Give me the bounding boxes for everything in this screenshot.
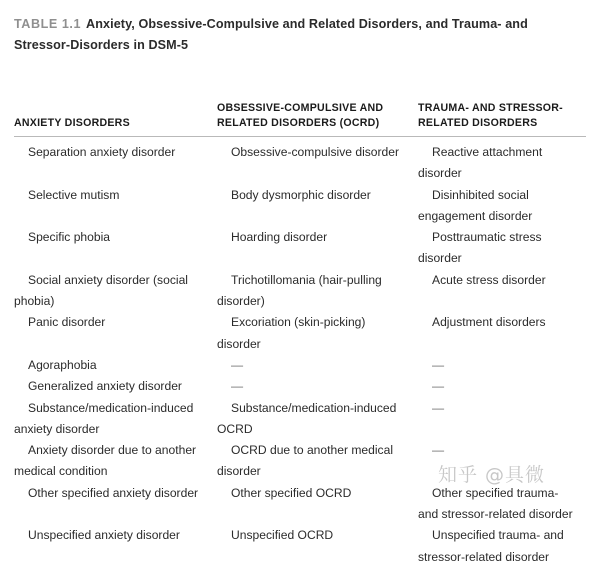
cell-text: Separation anxiety disorder xyxy=(28,145,176,159)
cell-text: Obsessive-compulsive disorder xyxy=(231,145,400,159)
cell-trauma xyxy=(418,185,586,228)
table-caption-text: Anxiety, Obsessive-Compulsive and Related Disorders, and Trauma- and Stressor-Disorders in DSM-5 xyxy=(14,17,528,52)
table-number-label: TABLE 1.1 xyxy=(14,17,81,31)
cell-text: Unspecified trauma- and stressor-related disorder xyxy=(418,528,564,564)
table-header-row xyxy=(14,74,586,137)
table-row xyxy=(14,312,586,355)
cell-ocrd xyxy=(217,376,418,397)
cell-text: Hoarding disorder xyxy=(231,230,328,245)
cell-text: Disinhibited social engagement disorder xyxy=(418,187,533,223)
cell-text: OCRD due to another medical disorder xyxy=(217,443,394,479)
cell-ocrd xyxy=(217,398,418,441)
table-row xyxy=(14,137,586,185)
cell-ocrd xyxy=(217,270,418,313)
cell-text: Other specified trauma- and stressor-related disorder xyxy=(418,485,573,522)
table-body xyxy=(14,137,586,568)
cell-anxiety xyxy=(14,398,217,441)
cell-text: Substance/medication-induced anxiety disorder xyxy=(14,400,194,436)
cell-text: Other specified OCRD xyxy=(231,485,352,500)
cell-anxiety xyxy=(14,137,217,185)
cell-ocrd xyxy=(217,355,418,376)
cell-anxiety xyxy=(14,483,217,526)
cell-text: Panic disorder xyxy=(28,315,106,330)
column-header-trauma-stressor: TRAUMA- AND STRESSOR-RELATED DISORDERS xyxy=(418,74,586,137)
cell-ocrd xyxy=(217,185,418,228)
table-row xyxy=(14,376,586,397)
cell-ocrd xyxy=(217,227,418,270)
table-row xyxy=(14,270,586,313)
cell-text: Body dysmorphic disorder xyxy=(231,187,371,202)
cell-trauma xyxy=(418,270,586,313)
cell-ocrd xyxy=(217,440,418,483)
cell-anxiety xyxy=(14,312,217,355)
table-row xyxy=(14,227,586,270)
cell-text: Reactive attachment disorder xyxy=(418,145,543,181)
cell-anxiety xyxy=(14,227,217,270)
cell-anxiety xyxy=(14,355,217,376)
cell-ocrd xyxy=(217,312,418,355)
cell-anxiety xyxy=(14,525,217,568)
cell-trauma xyxy=(418,483,586,526)
cell-text: Other specified anxiety disorder xyxy=(28,485,199,500)
cell-trauma xyxy=(418,525,586,568)
cell-text: Generalized anxiety disorder xyxy=(28,379,182,394)
cell-text: — xyxy=(432,443,445,458)
cell-text: — xyxy=(231,379,244,394)
cell-text: Excoriation (skin-picking) disorder xyxy=(217,315,366,351)
table-row xyxy=(14,440,586,483)
table-caption xyxy=(14,14,570,56)
cell-text: Posttraumatic stress disorder xyxy=(418,230,542,266)
table-row xyxy=(14,525,586,568)
cell-trauma xyxy=(418,355,586,376)
cell-trauma xyxy=(418,398,586,441)
cell-anxiety xyxy=(14,270,217,313)
cell-trauma xyxy=(418,227,586,270)
cell-text: — xyxy=(432,400,445,415)
cell-ocrd xyxy=(217,483,418,526)
cell-text: Anxiety disorder due to another medical condition xyxy=(14,443,197,479)
cell-ocrd xyxy=(217,525,418,568)
cell-ocrd xyxy=(217,137,418,185)
cell-trauma xyxy=(418,312,586,355)
cell-text: Unspecified OCRD xyxy=(231,528,334,543)
cell-text: — xyxy=(432,357,445,372)
table-row xyxy=(14,398,586,441)
table-row xyxy=(14,355,586,376)
cell-trauma xyxy=(418,440,586,486)
cell-text: Social anxiety disorder (social phobia) xyxy=(14,272,188,309)
cell-trauma xyxy=(418,376,586,397)
cell-text: Unspecified anxiety disorder xyxy=(28,528,180,543)
cell-text: Trichotillomania (hair-pulling disorder) xyxy=(217,272,382,309)
dsm5-disorders-table xyxy=(14,74,586,568)
cell-text: Selective mutism xyxy=(28,187,120,202)
cell-text: — xyxy=(231,357,244,372)
column-header-anxiety-disorders: ANXIETY DISORDERS xyxy=(14,74,217,137)
cell-anxiety xyxy=(14,440,217,483)
cell-text: Adjustment disorders xyxy=(432,315,546,330)
cell-anxiety xyxy=(14,185,217,228)
cell-text: Acute stress disorder xyxy=(432,272,546,287)
cell-text: Specific phobia xyxy=(28,230,111,245)
cell-text: Agoraphobia xyxy=(28,357,97,372)
cell-text: — xyxy=(432,379,445,394)
column-header-ocrd: OBSESSIVE-COMPULSIVE AND RELATED DISORDERS (OCRD) xyxy=(217,74,418,137)
cell-anxiety xyxy=(14,376,217,397)
site-watermark: 知乎 @具微 xyxy=(438,464,546,486)
cell-text: Substance/medication-induced OCRD xyxy=(217,400,397,436)
table-header xyxy=(14,74,586,137)
table-row xyxy=(14,483,586,526)
table-row xyxy=(14,185,586,228)
cell-trauma xyxy=(418,137,586,185)
